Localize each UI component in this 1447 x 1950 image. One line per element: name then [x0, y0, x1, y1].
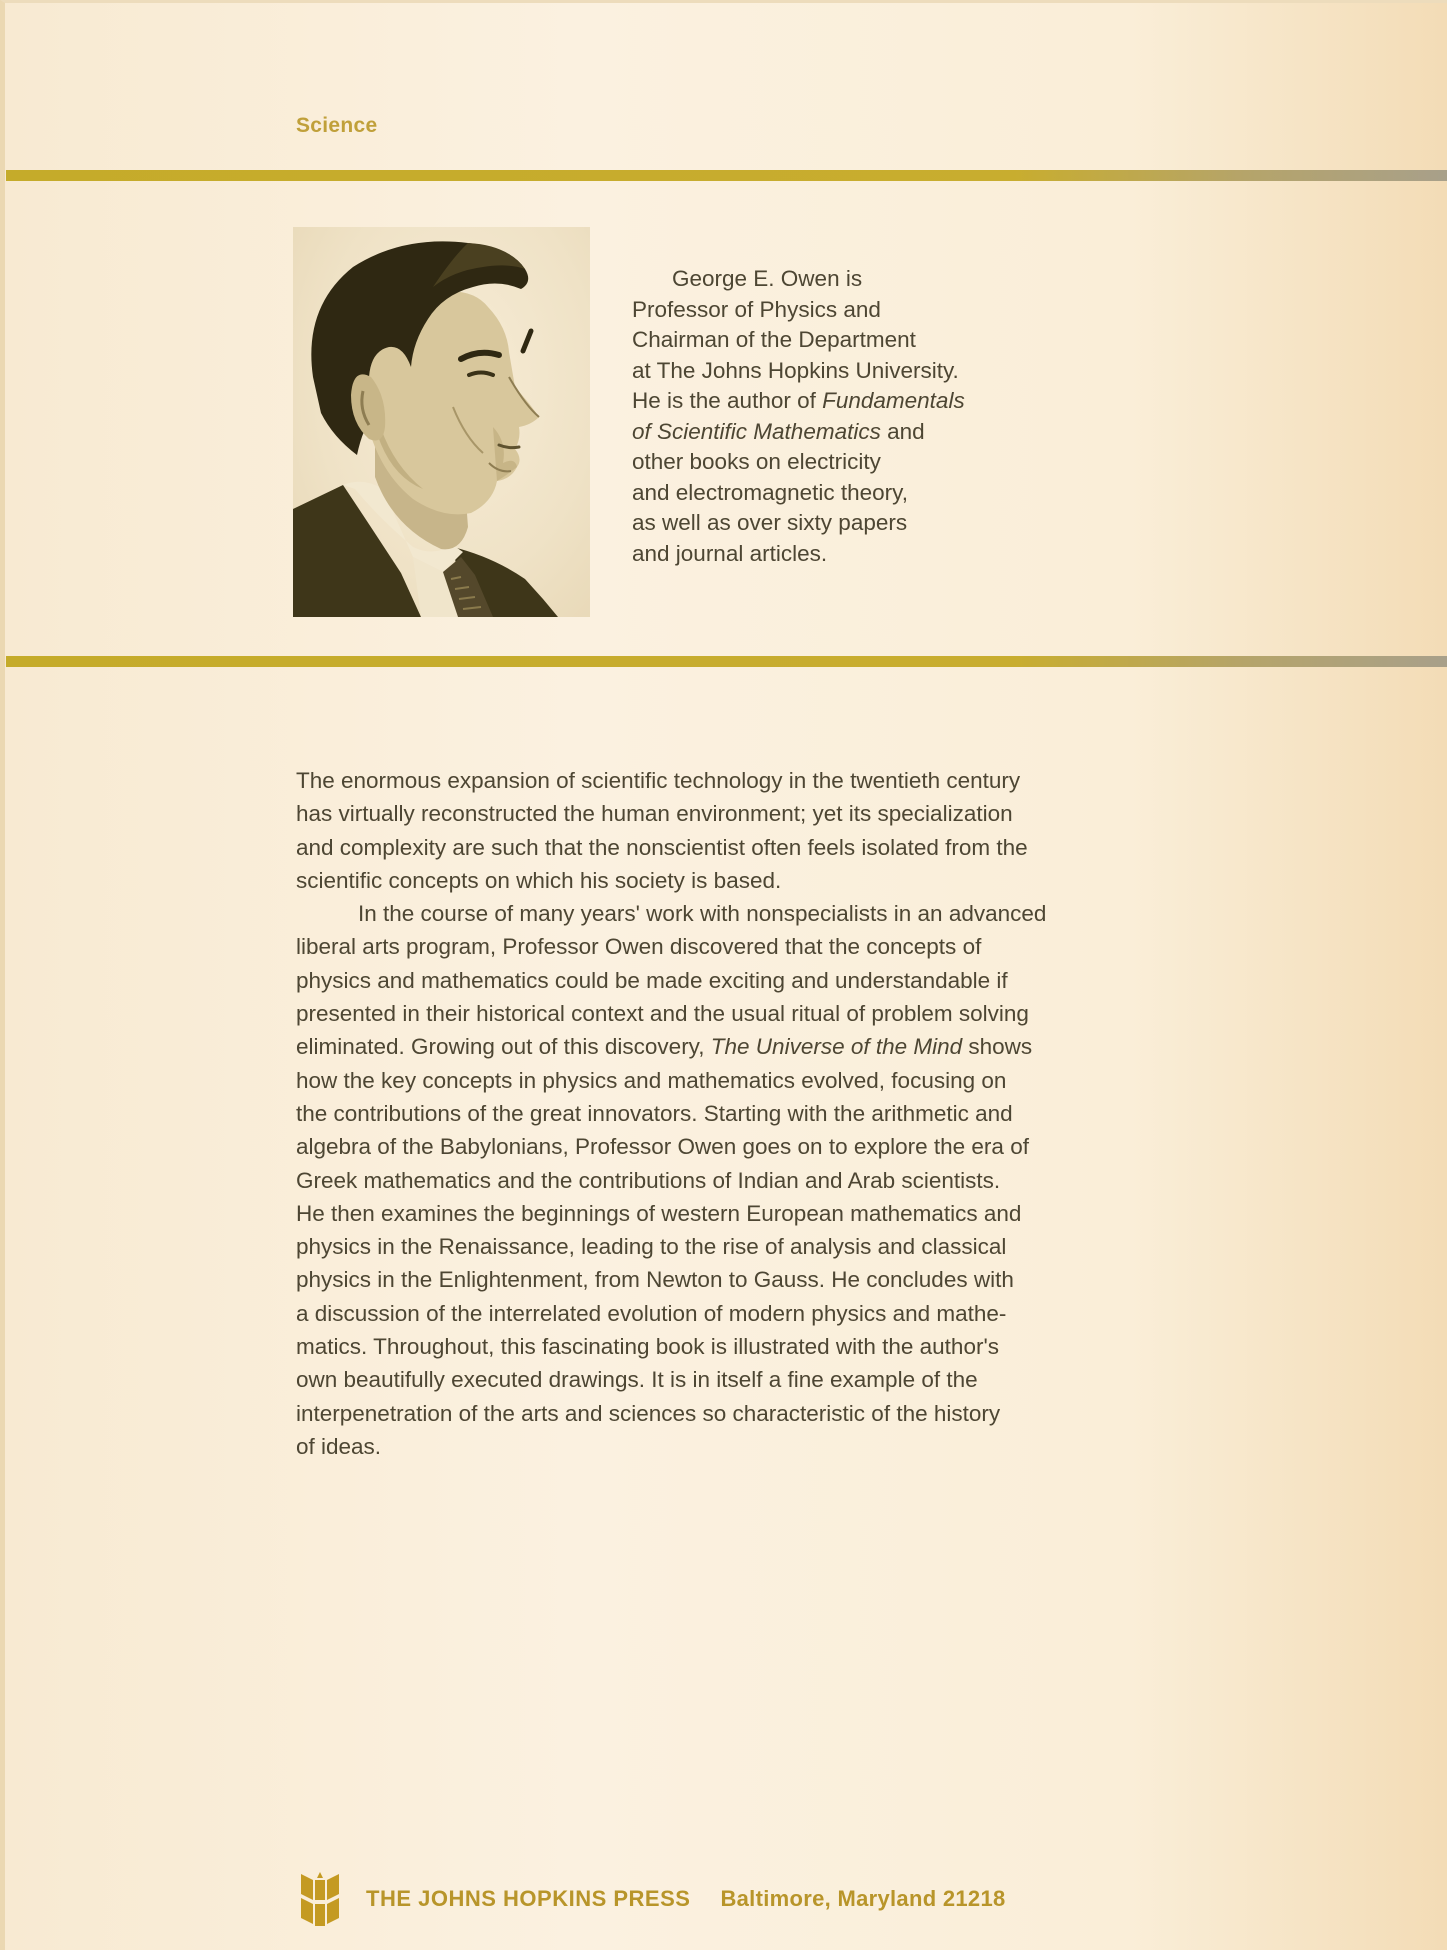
description-line: Greek mathematics and the contributions of Indian and Arab scientists.	[296, 1167, 1001, 1193]
description-line: matics. Throughout, this fascinating book is illustrated with the author's	[296, 1334, 999, 1360]
bio-line: as well as over sixty papers	[632, 510, 908, 535]
description-line: presented in their historical context and the usual ritual of problem solving	[296, 1001, 1029, 1027]
description-line: physics in the Renaissance, leading to the rise of analysis and classical	[296, 1234, 1007, 1260]
author-portrait	[293, 227, 590, 617]
description-line: own beautifully executed drawings. It is in itself a fine example of the	[296, 1367, 978, 1393]
publisher-address: Baltimore, Maryland 21218	[720, 1886, 1006, 1911]
description-line: has virtually reconstructed the human environment; yet its specialization	[296, 801, 1013, 827]
bio-line: Chairman of the Department	[632, 327, 916, 352]
description-line: physics in the Enlightenment, from Newton to Gauss. He concludes with	[296, 1267, 1014, 1293]
description-line: scientific concepts on which his society is based.	[296, 867, 782, 893]
description-line: physics and mathematics could be made exciting and understandable if	[296, 967, 1008, 993]
description-line: interpenetration of the arts and sciences so characteristic of the history	[296, 1400, 1001, 1426]
description-line: In the course of many years' work with nonspecialists in an advanced	[358, 901, 1047, 927]
description-line: the contributions of the great innovators. Starting with the arithmetic and	[296, 1100, 1013, 1126]
bio-line: other books on electricity	[632, 449, 881, 474]
bio-line: George E. Owen is	[672, 266, 863, 291]
bio-line: at The Johns Hopkins University.	[632, 357, 959, 383]
bottom-gold-rule	[6, 656, 1447, 667]
description-line: The enormous expansion of scientific technology in the twentieth century	[296, 768, 1021, 793]
description-line: of ideas.	[296, 1433, 382, 1459]
book-title-fundamentals: Fundamentals	[822, 388, 965, 413]
description-line: and complexity are such that the nonscientist often feels isolated from the	[296, 834, 1028, 860]
publisher-imprint	[299, 1869, 1006, 1929]
publisher-name: THE JOHNS HOPKINS PRESS	[366, 1886, 691, 1911]
description-line: a discussion of the interrelated evolution of modern physics and mathe-	[296, 1300, 1007, 1326]
book-description	[296, 764, 1196, 1463]
description-line: eliminated. Growing out of this discovery, The Universe of the Mind shows	[296, 1034, 1033, 1060]
description-line: He then examines the beginnings of western European mathematics and	[296, 1200, 1022, 1226]
bio-line: and journal articles.	[632, 540, 828, 566]
bio-line: and electromagnetic theory,	[632, 479, 908, 505]
category-label: Science	[296, 114, 378, 137]
book-title-scientific-mathematics: of Scientific Mathematics	[632, 418, 881, 444]
bio-line: He is the author of Fundamentals	[632, 388, 965, 413]
description-line: how the key concepts in physics and mathematics evolved, focusing on	[296, 1067, 1007, 1093]
bio-line: of Scientific Mathematics and	[632, 418, 925, 444]
author-bio	[632, 264, 1052, 569]
johns-hopkins-press-logo-icon	[299, 1870, 341, 1928]
top-gold-rule	[6, 170, 1447, 181]
description-line: algebra of the Babylonians, Professor Owen goes on to explore the era of	[296, 1134, 1029, 1160]
bio-line: Professor of Physics and	[632, 296, 881, 322]
book-title-universe-of-the-mind: The Universe of the Mind	[710, 1034, 963, 1060]
description-line: liberal arts program, Professor Owen discovered that the concepts of	[296, 934, 982, 960]
